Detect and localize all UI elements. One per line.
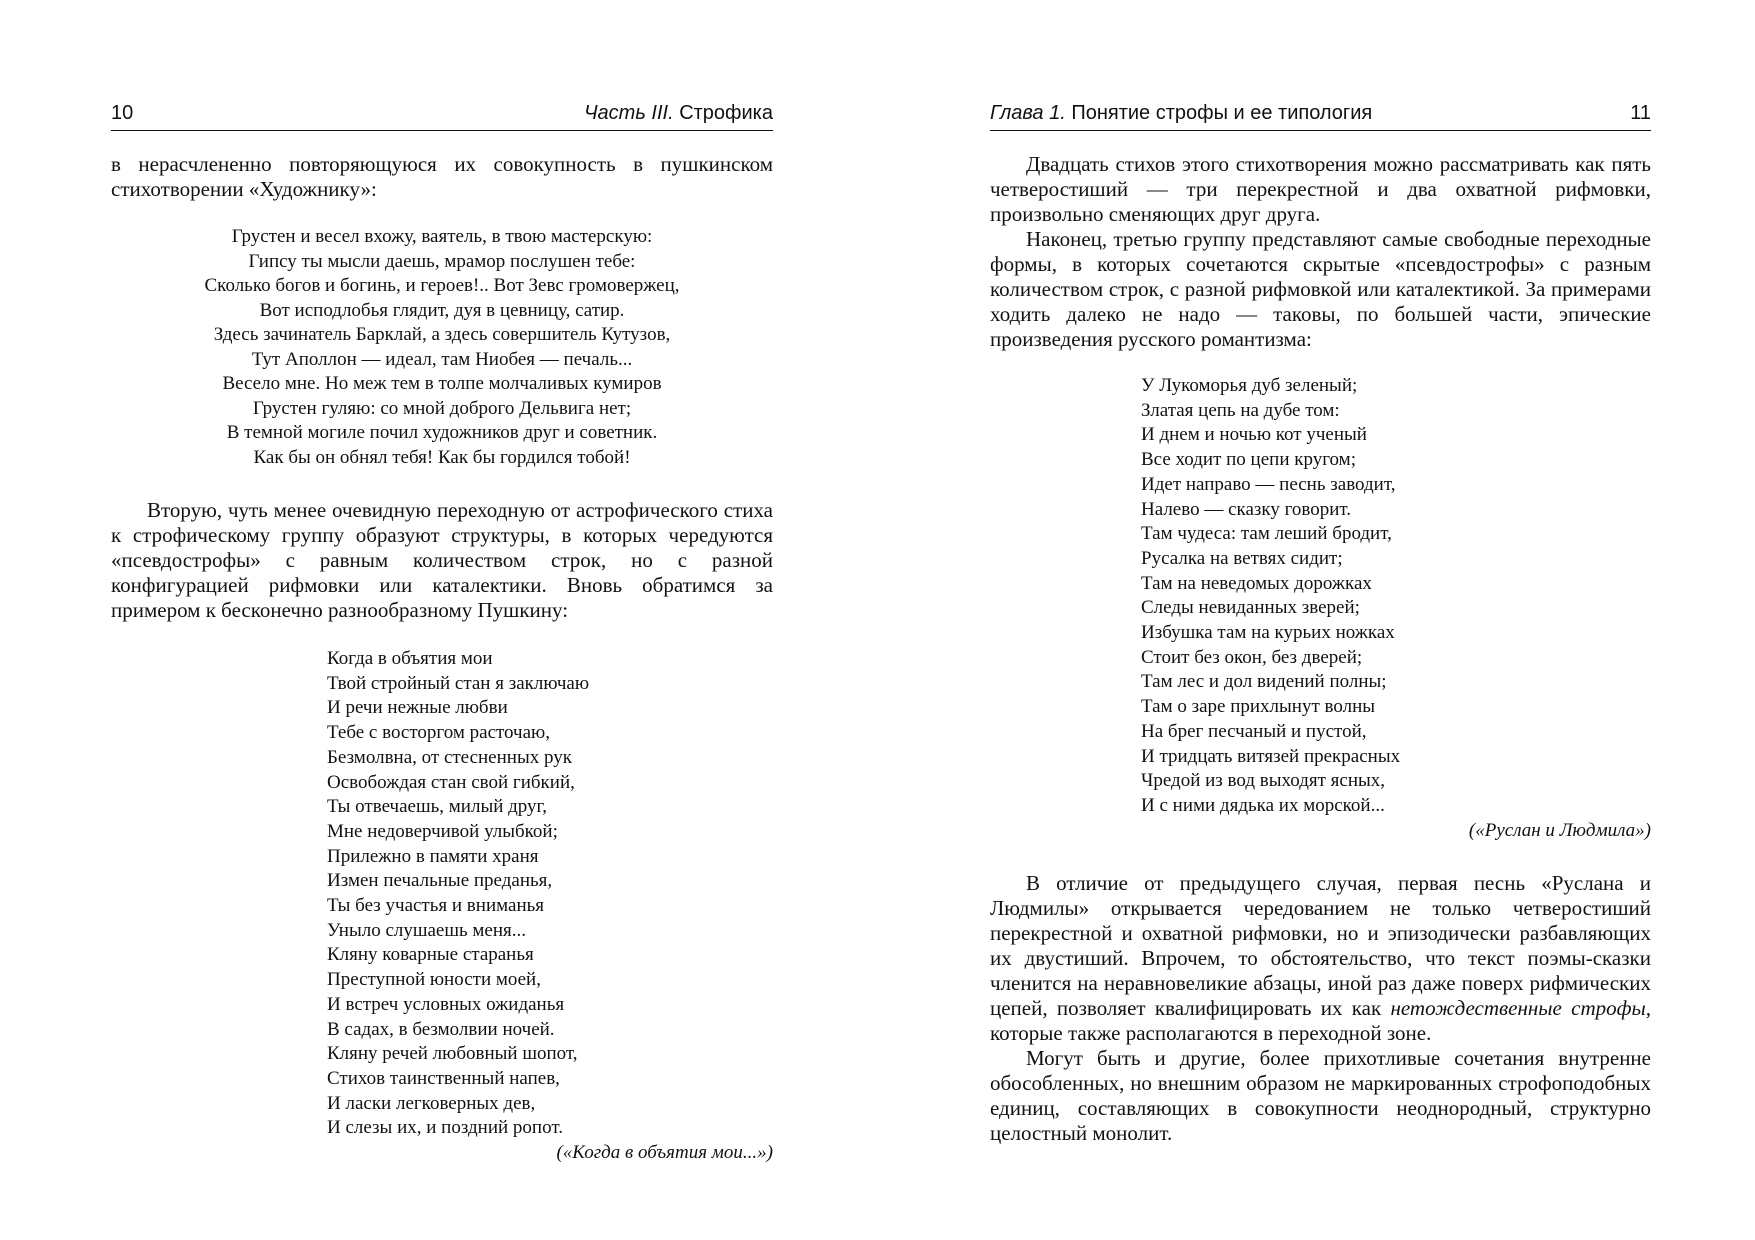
poem-line: У Лукоморья дуб зеленый; — [1141, 375, 1358, 396]
poem-line: Освобождая стан свой гибкий, — [327, 771, 575, 793]
chapter-label: Глава 1. — [990, 102, 1066, 124]
running-head-title — [990, 100, 1372, 126]
poem-line: Твой стройный стан я заключаю — [327, 672, 590, 694]
poem-line: И речи нежные любви — [327, 697, 508, 719]
intro-paragraph: в нерасчлененно повторяющуюся их совокупность в пушкинском стихотворении «Художнику»: — [111, 152, 773, 201]
poem-line: На брег песчаный и пустой, — [1141, 720, 1367, 742]
left-page — [111, 0, 773, 1240]
poem-line: И тридцать витязей прекрасных — [1141, 745, 1401, 767]
poem-khudozhniku — [111, 225, 773, 470]
emphasis-term: нетождественные строфы, — [1390, 995, 1651, 1020]
poem-line: Грустен гуляю: со мной доброго Дельвига нет; — [252, 397, 632, 419]
left-page-body — [111, 152, 773, 1165]
poem-line: Идет направо — песнь заводит, — [1141, 473, 1396, 495]
running-head-title — [584, 100, 773, 126]
poem-line: И встреч условных ожиданья — [327, 993, 565, 1015]
paragraph-text: которые также располагаются в переходной зоне. — [990, 1020, 1432, 1045]
poem-line: Златая цепь на дубе том: — [1141, 399, 1340, 421]
paragraph: Наконец, третью группу представляют самые свободные переходные формы, в которых сочетаются скрытые «псевдострофы» с разным количеством строк, с разной рифмовкой или каталектикой. За примерами ходить далеко не надо — таковы, по большей части, эпические произведения русского романтизма: — [990, 227, 1651, 351]
poem-line: Безмолвна, от стесненных рук — [327, 746, 572, 768]
chapter-title: Понятие строфы и ее типология — [1071, 102, 1373, 124]
poem-line: Ты отвечаешь, милый друг, — [327, 796, 547, 818]
poem-line: Стоит без окон, без дверей; — [1141, 646, 1363, 668]
right-page — [990, 0, 1651, 1240]
poem-line: Тебе с восторгом расточаю, — [327, 722, 550, 744]
poem-line: Следы невиданных зверей; — [1141, 597, 1360, 619]
poem-line: В темной могиле почил художников друг и советник. — [226, 422, 658, 443]
poem-ruslan-i-lyudmila — [1141, 374, 1651, 819]
poem-kogda-v-obyatiya — [327, 647, 773, 1141]
poem-line: Прилежно в памяти храня — [327, 845, 539, 867]
poem-line: Кляну коварные старанья — [327, 944, 534, 966]
part-title: Строфика — [679, 102, 773, 124]
part-label: Часть III. — [584, 102, 674, 124]
poem-line: В садах, в безмолвии ночей. — [327, 1018, 555, 1040]
poem-line: Там лес и дол видений полны; — [1141, 671, 1387, 693]
paragraph: Двадцать стихов этого стихотворения можно рассматривать как пять четверостиший — три перекрестной и два охватной рифмовки, произвольно сменяющих друг друга. — [990, 152, 1651, 226]
poem-line: Там на неведомых дорожках — [1141, 572, 1372, 594]
left-running-head — [111, 100, 773, 131]
poem-line: Когда в объятия мои — [327, 648, 493, 669]
poem-line: Налево — сказку говорит. — [1141, 498, 1352, 520]
poem-line: Ты без участья и вниманья — [327, 895, 545, 917]
poem-source: («Руслан и Людмила») — [1468, 819, 1651, 841]
poem-line: Преступной юности моей, — [327, 969, 541, 991]
poem-line: Мне недоверчивой улыбкой; — [327, 820, 558, 842]
poem-line: Уныло слушаешь меня... — [327, 919, 527, 941]
right-page-body — [990, 152, 1651, 1146]
poem-line: И ласки легковерных дев, — [327, 1092, 536, 1114]
poem-line: Стихов таинственный напев, — [327, 1067, 560, 1089]
paragraph-text: В отличие от предыдущего случая, первая песнь «Руслана и Людмилы» открывается чередованием не только четверостиший перекрестной и охватной рифмовки, но и эпизодически разбавляющих их двустиший. Впрочем, то обстоятельство, что текст поэмы-сказки членится на неравновеликие абзацы, иной раз даже поверх рифмических цепей, позволяет квалифицировать их как — [990, 870, 1651, 1020]
poem-line: И с ними дядька их морской... — [1141, 794, 1385, 816]
poem-line: Грустен и весел вхожу, ваятель, в твою мастерскую: — [231, 226, 653, 247]
poem-line: Кляну речей любовный шопот, — [327, 1043, 578, 1065]
poem-line: Здесь зачинатель Барклай, а здесь совершитель Кутузов, — [213, 324, 671, 345]
poem-line: И днем и ночью кот ученый — [1141, 424, 1367, 446]
paragraph — [990, 871, 1651, 1046]
page-number: 11 — [1630, 102, 1651, 124]
poem-line: Тут Аполлон — идеал, там Ниобея — печаль... — [251, 348, 633, 370]
poem-line: Избушка там на курьих ножках — [1141, 622, 1395, 644]
poem-line: Весело мне. Но меж тем в толпе молчаливых кумиров — [222, 373, 662, 394]
page-number: 10 — [111, 102, 134, 124]
poem-line: Вот исподлобья глядит, дуя в цевницу, сатир. — [259, 299, 625, 321]
paragraph: Вторую, чуть менее очевидную переходную от астрофического стиха к строфическому группу образуют структуры, в которых чередуются «псевдострофы» с равным количеством строк, но с разной конфигурацией рифмовки или каталектики. Вновь обратимся за примером к бесконечно разнообразному Пушкину: — [111, 498, 773, 622]
poem-line: Там чудеса: там леший бродит, — [1141, 523, 1392, 545]
poem-line: Все ходит по цепи кругом; — [1141, 449, 1356, 471]
poem-source: («Когда в объятия мои...») — [556, 1142, 773, 1164]
poem-line: Сколько богов и богинь, и героев!.. Вот Зевс громовержец, — [204, 275, 680, 296]
poem-line: Гипсу ты мысли даешь, мрамор послушен тебе: — [248, 250, 636, 272]
poem-line: Там о заре прихлынут волны — [1141, 696, 1376, 718]
poem-line: Измен печальные преданья, — [327, 870, 553, 892]
poem-line: Как бы он обнял тебя! Как бы гордился тобой! — [253, 446, 631, 468]
paragraph: Могут быть и другие, более прихотливые сочетания внутренне обособленных, но внешним образом не маркированных строфоподобных единиц, составляющих в совокупности неоднородный, структурно целостный монолит. — [990, 1045, 1651, 1145]
poem-line: И слезы их, и поздний ропот. — [327, 1117, 563, 1139]
right-running-head — [990, 100, 1651, 131]
poem-line: Русалка на ветвях сидит; — [1141, 547, 1343, 569]
poem-line: Чредой из вод выходят ясных, — [1141, 770, 1386, 792]
